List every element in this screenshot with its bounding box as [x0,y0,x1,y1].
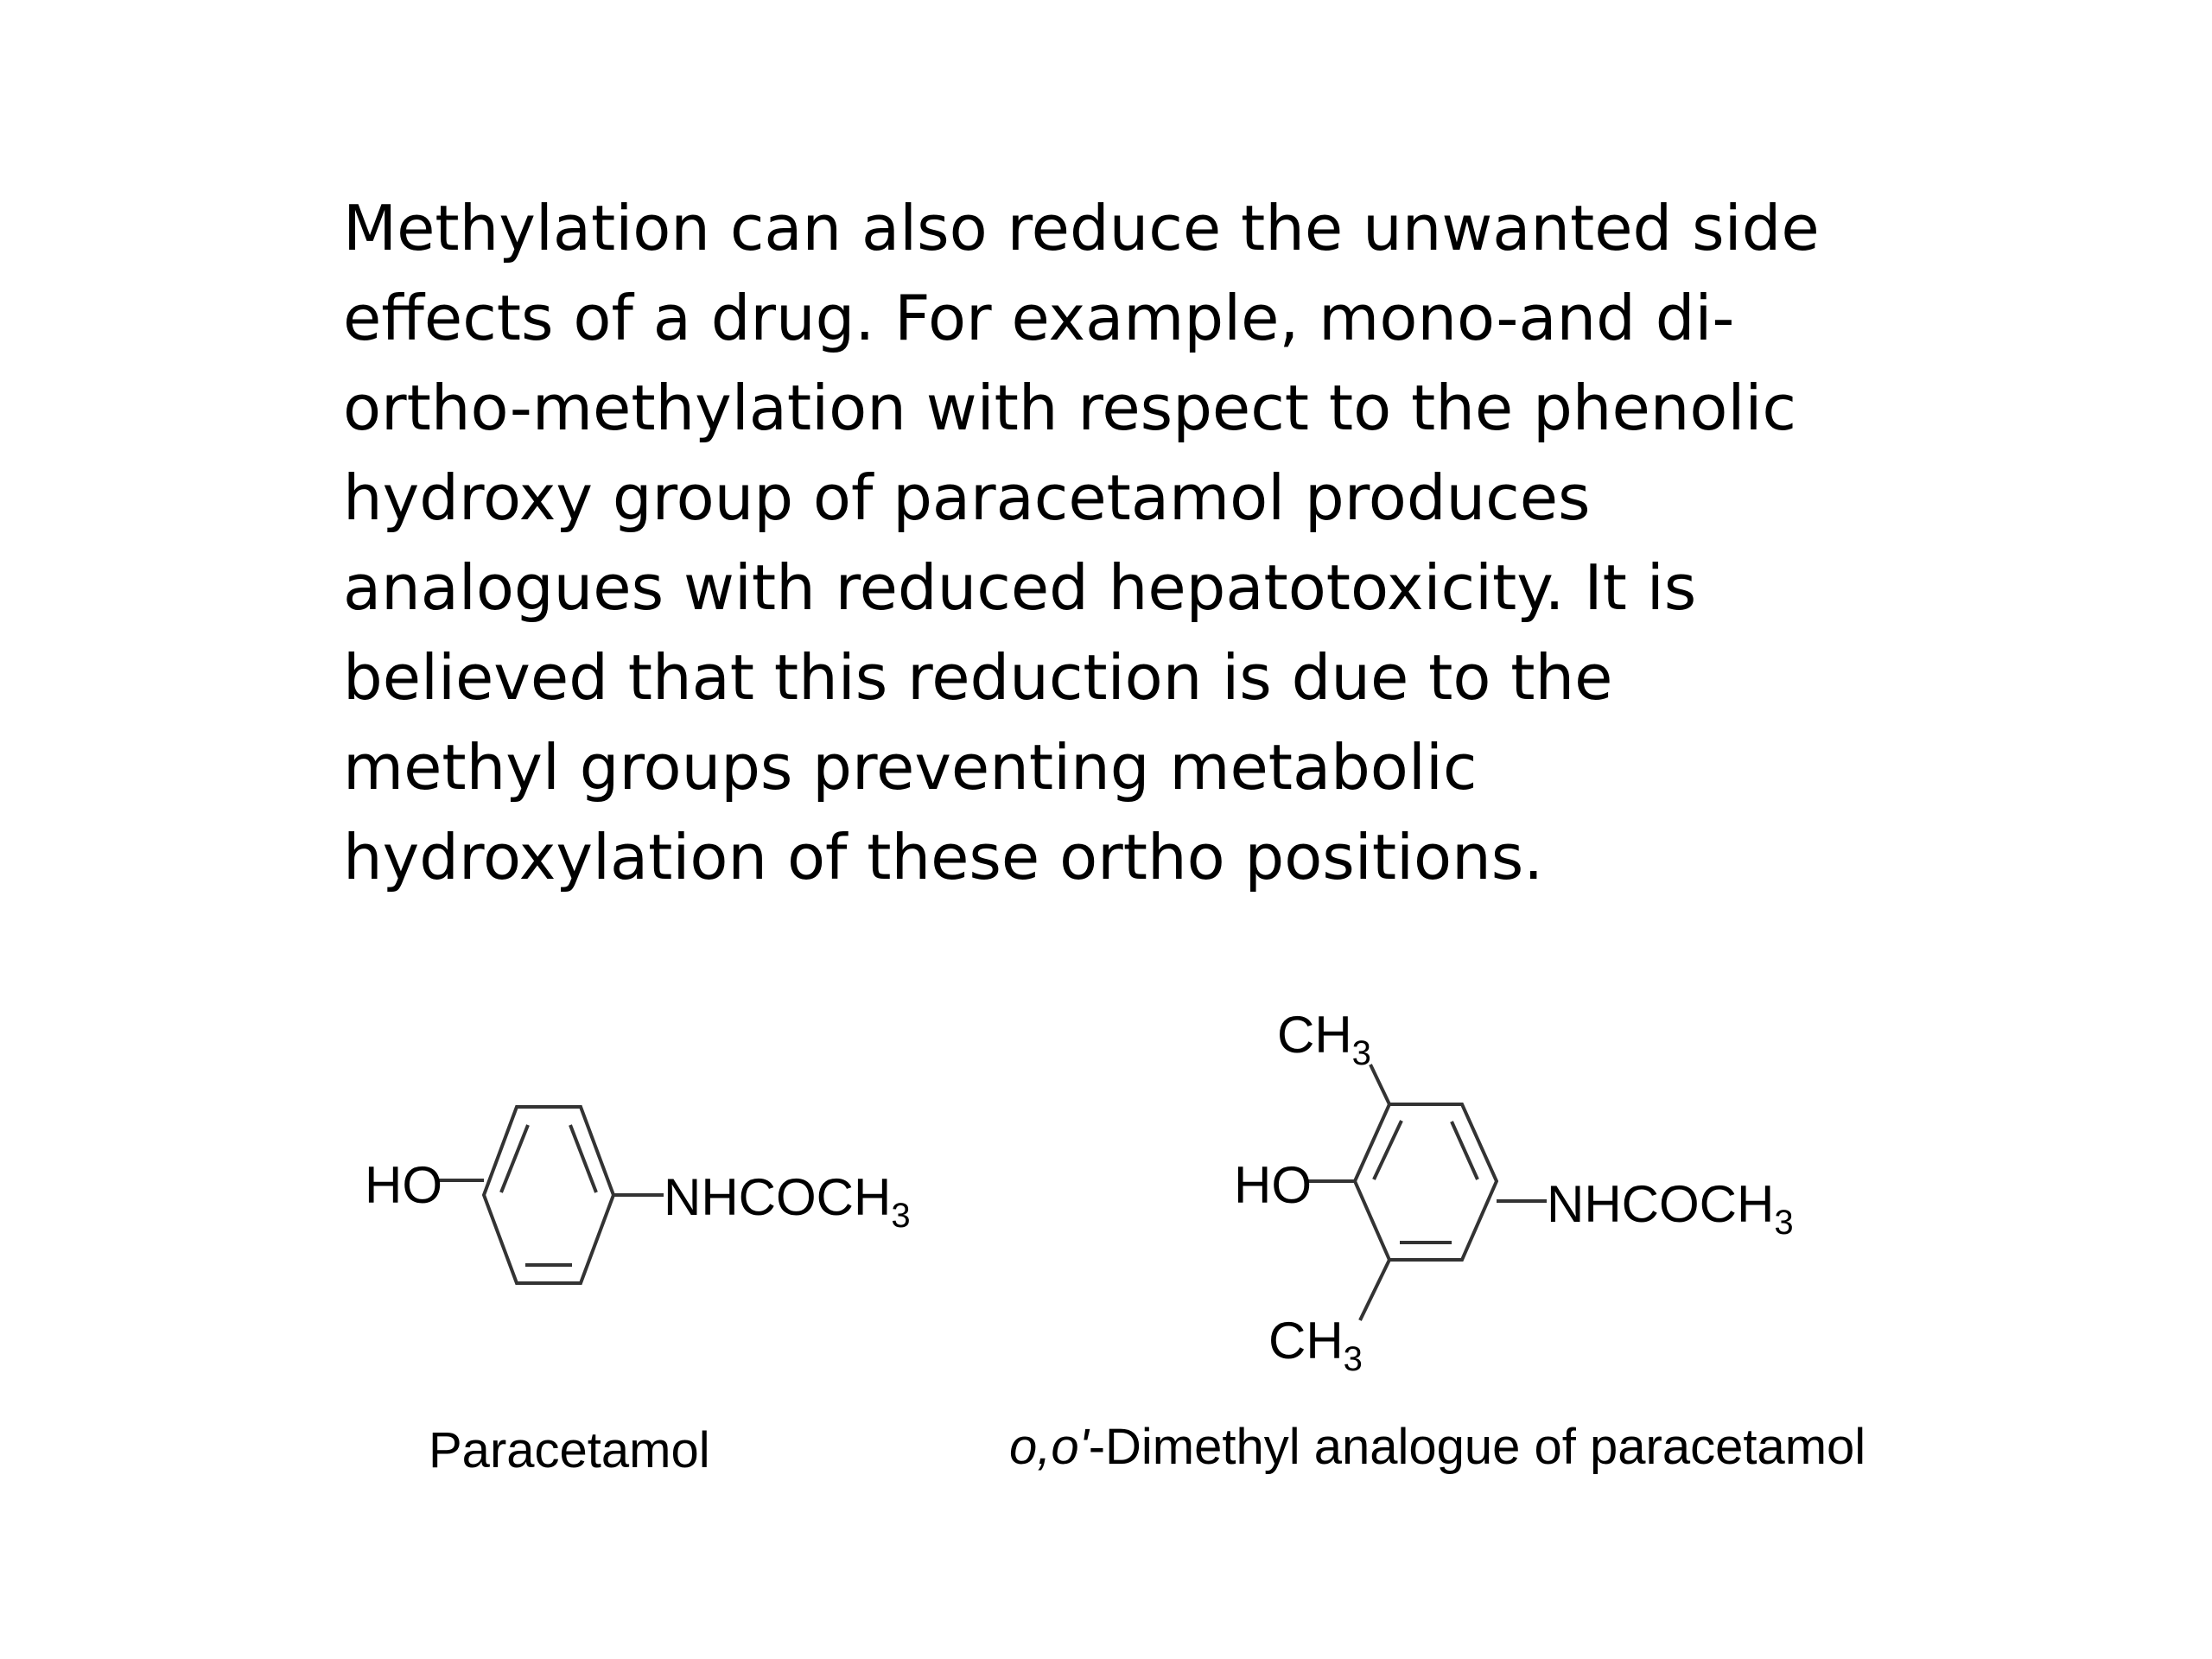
analogue-benzene-ring [1355,1104,1497,1260]
analogue-top-methyl-label: $CH_3$ [1277,1006,1371,1072]
paracetamol-structure [436,1107,664,1283]
paracetamol-caption: Paracetamol [429,1422,710,1478]
paragraph-line: Methylation can also reduce the unwanted side [343,192,1820,264]
analogue-bottom-methyl-bond [1360,1260,1389,1320]
paragraph-line: hydroxylation of these ortho positions. [343,821,1544,893]
analogue-caption: o,o'-Dimethyl analogue of paracetamol [1009,1419,1866,1475]
paragraph-line: analogues with reduced hepatotoxicity. It is [343,551,1697,624]
paragraph-line: methyl groups preventing metabolic [343,731,1478,804]
paracetamol-substituent-label: $NHCOCH_3$ [664,1168,911,1235]
analogue-substituent-label: $NHCOCH_3$ [1547,1175,1794,1242]
dimethyl-analogue-structure [1306,1065,1547,1320]
analogue-top-methyl-bond [1370,1065,1389,1104]
analogue-ho-label: HO [1234,1156,1312,1214]
paragraph-line: hydroxy group of paracetamol produces [343,461,1591,534]
paragraph-line: believed that this reduction is due to the [343,641,1613,714]
paracetamol-benzene-ring [484,1107,613,1283]
analogue-bottom-methyl-label: $CH_3$ [1268,1312,1363,1378]
paragraph-line: effects of a drug. For example, mono-and di- [343,282,1735,354]
paragraph-line: ortho-methylation with respect to the phenolic [343,372,1797,444]
paracetamol-ho-label: HO [365,1156,442,1214]
